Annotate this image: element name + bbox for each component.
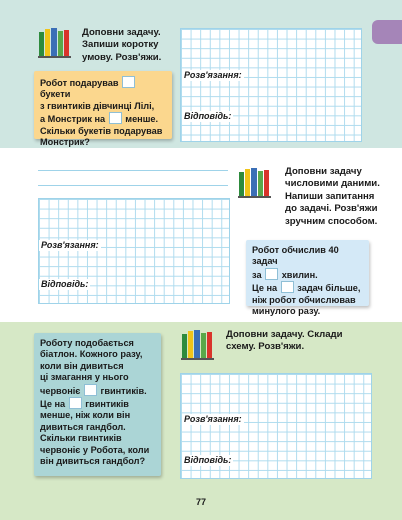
answer-label: Відповідь: — [184, 111, 232, 121]
task1-instruction — [82, 27, 172, 64]
card-text: біатлон. Кожного разу, — [40, 349, 143, 360]
writing-line[interactable] — [38, 170, 228, 171]
card-text: за — [252, 269, 262, 280]
page-tab — [372, 20, 402, 44]
task1-problem-card — [34, 71, 172, 148]
card-text: ці змагання у нього — [40, 372, 129, 383]
solution-label: Розв'язання: — [184, 414, 242, 424]
card-text: гвинтиків. — [100, 385, 147, 396]
instruction-line: зручним способом. — [285, 215, 378, 227]
blank-box[interactable] — [265, 268, 278, 280]
task2-problem-card — [246, 240, 369, 317]
card-text: задач більше, — [297, 283, 361, 294]
card-text: менше. — [125, 114, 159, 125]
instruction-line: Доповни задачу. — [82, 27, 161, 38]
page-number: 77 — [195, 497, 206, 507]
blank-box[interactable] — [281, 281, 294, 293]
card-text: він дивиться гандбол? — [40, 456, 146, 467]
task3-instruction — [226, 329, 366, 354]
books-icon — [38, 26, 72, 58]
card-text: Це на — [252, 283, 278, 294]
blank-box[interactable] — [122, 76, 135, 88]
instruction-line: числовими даними. — [285, 178, 380, 190]
task2-instruction — [285, 166, 395, 228]
card-text: а Монстрик на — [40, 114, 106, 125]
card-text: дивиться гандбол. — [40, 421, 126, 432]
card-text: Скільки гвинтиків — [40, 433, 122, 444]
card-text: червоніє — [40, 385, 81, 396]
card-text: Робот обчислив 40 задач — [252, 245, 339, 267]
instruction-line: Доповни задачу. Склади — [226, 329, 343, 340]
card-text: Скільки букетів подарував — [40, 125, 163, 136]
card-text: Це на — [40, 399, 66, 410]
writing-line[interactable] — [38, 185, 228, 186]
instruction-line: умову. Розв'яжи. — [82, 51, 162, 63]
instruction-line: Доповни задачу — [285, 166, 362, 177]
card-text: букети — [40, 89, 71, 100]
answer-label: Відповідь: — [41, 279, 89, 289]
instruction-line: Запиши коротку — [82, 39, 159, 51]
card-text: з гвинтиків дівчинці Лілі, — [40, 100, 155, 111]
books-icon — [238, 166, 272, 198]
card-text: ніж робот обчислював — [252, 294, 356, 305]
card-text: минулого разу. — [252, 306, 321, 317]
card-text: коли він дивиться — [40, 360, 124, 371]
books-icon — [181, 328, 215, 360]
solution-label: Розв'язання: — [41, 240, 99, 250]
instruction-line: до задачі. Розв'яжи — [285, 203, 378, 215]
solution-label: Розв'язання: — [184, 70, 242, 80]
task1-answer-grid[interactable] — [180, 28, 362, 142]
instruction-line: схему. Розв'яжи. — [226, 341, 305, 353]
blank-box[interactable] — [84, 384, 97, 396]
answer-label: Відповідь: — [184, 455, 232, 465]
card-text: Робот подарував — [40, 78, 119, 88]
card-text: Монстрик? — [40, 137, 90, 148]
blank-box[interactable] — [109, 112, 122, 124]
task3-problem-card — [34, 333, 161, 476]
card-text: хвилин. — [281, 269, 318, 280]
blank-box[interactable] — [69, 397, 82, 409]
card-text: гвинтиків — [85, 399, 129, 410]
card-text: менше, ніж коли він — [40, 410, 131, 421]
card-text: червоніє у Робота, коли — [40, 444, 150, 455]
card-text: Роботу подобається — [40, 338, 134, 348]
instruction-line: Напиши запитання — [285, 190, 375, 202]
